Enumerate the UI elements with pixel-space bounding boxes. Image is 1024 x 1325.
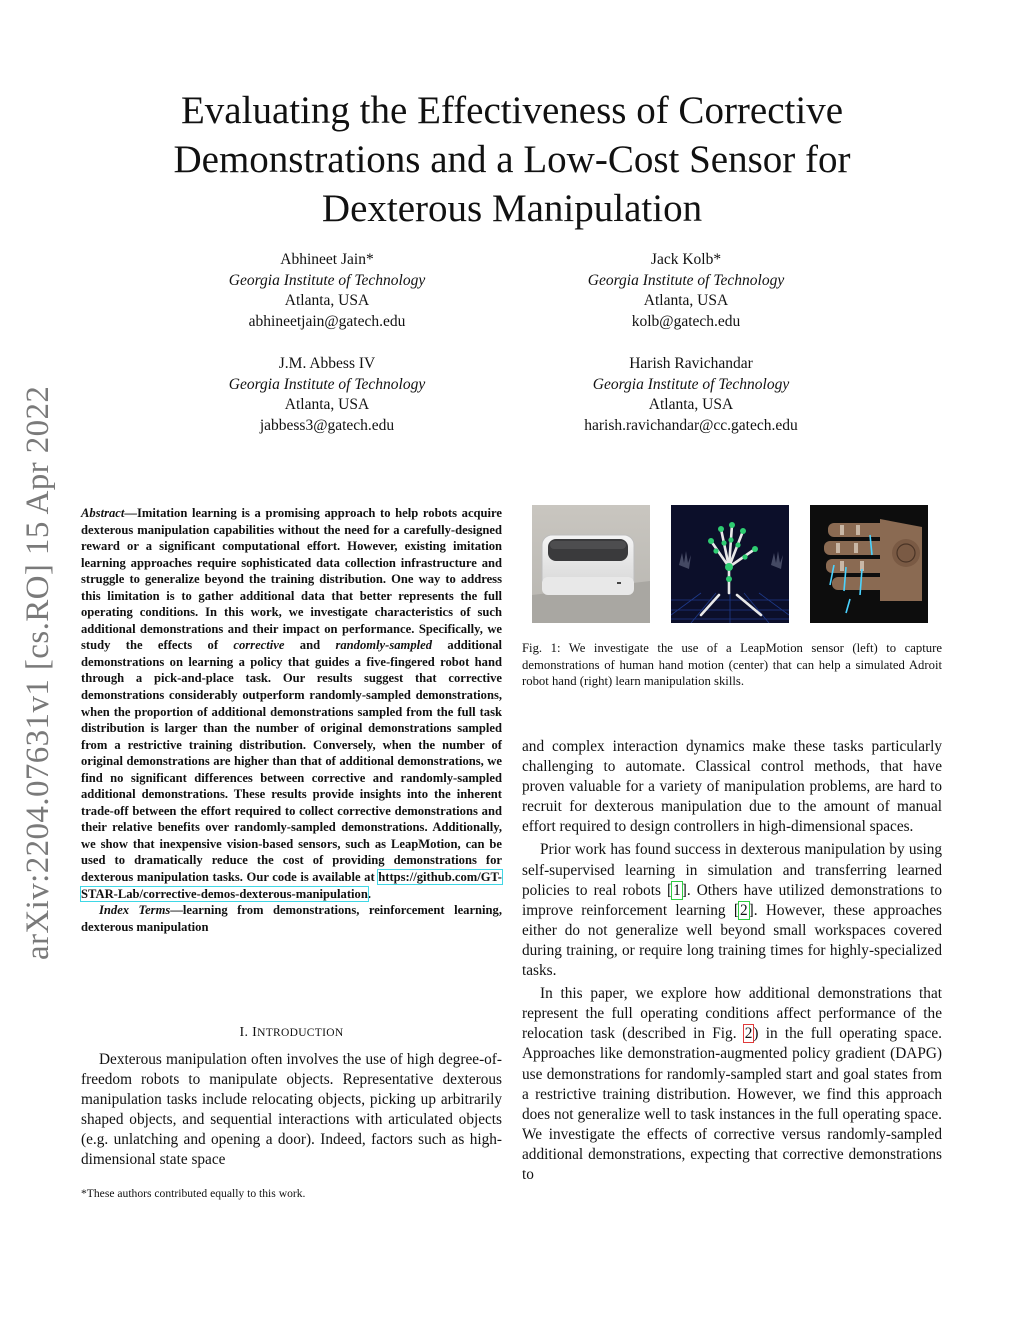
index-terms-lead: Index Terms	[99, 903, 171, 918]
abstract-lead: Abstract	[81, 506, 125, 520]
hand-tracking-image	[671, 505, 789, 623]
section-numeral: I.	[239, 1025, 249, 1040]
author-affiliation: Georgia Institute of Technology	[228, 271, 426, 289]
author-email[interactable]: jabbess3@gatech.edu	[259, 416, 395, 434]
abstract-end: .	[367, 886, 371, 901]
figure-caption: Fig. 1: We investigate the use of a LeapMotion sensor (left) to capture demonstrations of human hand motion (center) that can help a simulated Adroit robot hand (right) learn manipulation skills.	[522, 641, 942, 689]
paragraph-text: In this paper, we explore how additional demonstrations that represent the full operating conditions affect performance of the relocation task (described in Fig.	[522, 985, 942, 1043]
author-location: Atlanta, USA	[284, 292, 370, 309]
index-terms	[81, 902, 502, 935]
robot-hand-image	[810, 505, 928, 623]
leapmotion-sensor-image	[532, 505, 650, 623]
abstract-text: and	[284, 638, 336, 653]
paragraph: and complex interaction dynamics make these tasks particularly challenging to automate. Classical control methods, that have proven valuable for a variety of manipulation problems, are hard to recruit for dexterous manipulation due to the amount of manual effort required to design controllers in high-dimensional spaces.	[522, 738, 942, 836]
abstract-text: Imitation learning is a promising approach to help robots acquire dexterous manipulation capabilities without the need for a carefully-designed reward or a significant computational effort. However, existing imitation learning approaches require sophisticated data collection infrastructure and struggle to generalize beyond the training distribution. One way to address this limitation is to gather additional data that better represents the full operating conditions. In this work, we investigate characteristics of such additional demonstrations and their impact on performance. Specifically, we study the effects of	[81, 506, 502, 653]
paragraph-text: ]. Others have utilized demonstrations to improve reinforcement learning [	[522, 881, 942, 919]
footnote	[81, 1187, 502, 1201]
section-title-rest: NTRODUCTION	[257, 1027, 344, 1039]
citation-link[interactable]: 2	[739, 901, 748, 919]
author-location: Atlanta, USA	[284, 396, 370, 413]
author-location: Atlanta, USA	[648, 396, 734, 413]
author-email[interactable]: harish.ravichandar@cc.gatech.edu	[584, 416, 798, 434]
author-affiliation: Georgia Institute of Technology	[228, 375, 426, 393]
author-name: J.M. Abbess IV	[278, 355, 376, 372]
author-block	[556, 354, 826, 436]
paragraph	[522, 984, 942, 1185]
paragraph-text: Prior work has found success in dexterous manipulation by using self-supervised learning in simulation and transferring learned policies to real robots [	[522, 841, 942, 899]
intro-left-column	[81, 1050, 502, 1171]
author-block	[556, 250, 816, 332]
figure-reference-link[interactable]: 2	[744, 1025, 753, 1043]
right-column	[522, 737, 942, 1185]
author-email[interactable]: abhineetjain@gatech.edu	[248, 312, 406, 330]
author-location: Atlanta, USA	[643, 292, 729, 309]
citation-link[interactable]: 1	[673, 881, 681, 899]
author-affiliation: Georgia Institute of Technology	[592, 375, 790, 393]
footnote-text: *These authors contributed equally to this work.	[81, 1187, 306, 1200]
author-name: Abhineet Jain*	[280, 251, 374, 268]
arxiv-stamp: arXiv:2204.07631v1 [cs.RO] 15 Apr 2022	[20, 385, 56, 960]
abstract	[81, 505, 502, 935]
author-name: Jack Kolb*	[650, 251, 722, 268]
author-email[interactable]: kolb@gatech.edu	[631, 312, 741, 330]
section-first-letter: I	[252, 1025, 258, 1040]
abstract-emphasis: corrective	[233, 638, 285, 653]
section-heading	[81, 1025, 502, 1041]
abstract-emphasis: randomly-sampled	[335, 638, 433, 653]
paragraph-text: ) in the full operating space. Approaches like demonstration-augmented policy gradient (DAPG) use demonstrations for randomly-sampled start and goal states from a restrictive training distribution. However, we find this approach does not generalize well to task instances in the full operating space. We investigate the effects of corrective versus randomly-sampled additional demonstrations, expecting that corrective demonstrations to	[522, 1025, 942, 1183]
figure-1	[532, 505, 928, 623]
author-block	[196, 354, 458, 436]
abstract-text: additional demonstrations on learning a policy that guides a five-fingered robot hand through a pick-and-place task. Our results suggest that corrective demonstrations considerably outperform randomly-sampled demonstrations, when the proportion of additional demonstrations sampled from the full task distribution is larger than the number of original demonstrations sampled from a restrictive training distribution. Conversely, when the number of original demonstrations are higher than that of additional demonstrations, we find no significant differences between corrective and randomly-sampled additional demonstrations. These results provide insights into the inherent trade-off between the effort required to collect corrective demonstrations and their relative benefits over randomly-sampled demonstrations. Additionally, we show that inexpensive vision-based sensors, such as LeapMotion, can be used to dramatically reduce the cost of providing demonstrations for dexterous manipulation tasks. Our code is available at	[81, 638, 502, 885]
index-terms-text: —learning from demonstrations, reinforcement learning, dexterous manipulation	[81, 903, 502, 934]
intro-paragraph: Dexterous manipulation often involves the use of high degree-of-freedom robots to manipulate objects. Representative dexterous manipulation tasks include relocating objects, picking up arbitrarily shaped objects, and sequential interactions with articulated objects (e.g. unlatching and opening a door). Indeed, factors such as high-dimensional state space	[81, 1051, 502, 1169]
author-block	[196, 250, 458, 332]
author-name: Harish Ravichandar	[629, 355, 753, 372]
paragraph	[522, 840, 942, 981]
abstract-dash: —	[124, 506, 137, 520]
author-affiliation: Georgia Institute of Technology	[587, 271, 785, 289]
code-link[interactable]: https://github.com/GT-STAR-Lab/corrective-demos-dexterous-manipulation	[81, 870, 502, 901]
paper-title: Evaluating the Effectiveness of Corrective Demonstrations and a Low-Cost Sensor for Dexterous Manipulation	[173, 89, 851, 230]
paragraph-text: ]. However, these approaches either do not generalize well beyond small workspaces covered during training, or require long training times for highly-specialized tasks.	[522, 901, 942, 980]
